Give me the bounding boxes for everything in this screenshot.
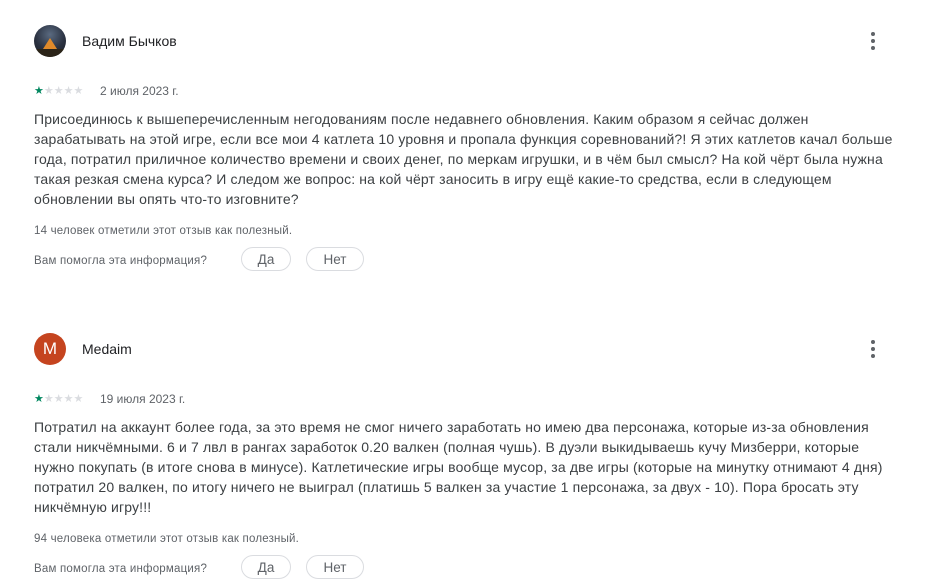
review-author: Вадим Бычков <box>82 33 177 49</box>
star-empty-icon: ★ <box>63 393 74 405</box>
star-rating <box>34 391 83 407</box>
star-filled-icon: ★ <box>34 393 44 405</box>
star-empty-icon: ★ <box>53 393 64 405</box>
more-options-icon[interactable] <box>861 337 885 361</box>
review-author: Medaim <box>82 341 132 357</box>
star-empty-icon: ★ <box>73 393 84 405</box>
review-date: 19 июля 2023 г. <box>100 392 186 406</box>
review-text: Потратил на аккаунт более года, за это время не смог ничего заработать но имею два персонажа, которые из-за обновления стали никчёмными. 6 и 7 лвл в рангах заработок 0.20 валкен (полная чушь). В дуэли выкидываешь кучу Мизберри, которые нужно покупать (в итоге снова в минусе). Катлетические игры вообще мусор, за две игры (которые на минутку отнимают 4 дня) потратил 20 валкен, по итогу ничего не выиграл (платишь 5 валкен за участие 1 персонажа, за двух - 10). Пора бросать эту никчёмную игру!!! <box>34 419 883 515</box>
feedback-row <box>34 247 904 275</box>
avatar <box>34 25 66 57</box>
avatar: M <box>34 333 66 365</box>
star-empty-icon: ★ <box>53 85 64 97</box>
avatar-ground <box>34 49 66 57</box>
review-meta <box>34 83 904 99</box>
helpful-no-button[interactable]: Нет <box>306 247 364 271</box>
star-empty-icon: ★ <box>73 85 84 97</box>
review-header <box>34 333 904 365</box>
helpful-yes-button[interactable]: Да <box>241 247 291 271</box>
helpful-yes-button[interactable]: Да <box>241 555 291 579</box>
helpful-count: 14 человек отметили этот отзыв как полезный. <box>34 225 293 237</box>
star-filled-icon: ★ <box>34 85 44 97</box>
feedback-row <box>34 555 904 583</box>
review-header <box>34 25 904 57</box>
review-card <box>34 333 904 583</box>
helpful-no-button[interactable]: Нет <box>306 555 364 579</box>
review-date: 2 июля 2023 г. <box>100 84 179 98</box>
feedback-question: Вам помогла эта информация? <box>34 255 208 267</box>
review-card <box>34 25 904 275</box>
feedback-question: Вам помогла эта информация? <box>34 563 208 575</box>
star-rating <box>34 83 83 99</box>
star-empty-icon: ★ <box>43 393 54 405</box>
review-meta <box>34 391 904 407</box>
helpful-count: 94 человека отметили этот отзыв как полезный. <box>34 533 300 545</box>
more-options-icon[interactable] <box>861 29 885 53</box>
review-text: Присоединюсь к вышеперечисленным негодованиям после недавнего обновления. Каким образом я сейчас должен зарабатывать на этой игре, если все мои 4 катлета 10 уровня и пропала функция соревнований?! Я этих катлетов качал больше года, потратил приличное количество времени и своих денег, по меркам игрушки, и в чём был смысл? На кой чёрт была нужна такая резкая смена курса? И следом же вопрос: на кой чёрт заносить в игру ещё какие-то средства, если в следующем обновлении вы опять что-то изговните? <box>34 111 893 207</box>
star-empty-icon: ★ <box>43 85 54 97</box>
camping-tent-icon <box>43 38 57 49</box>
star-empty-icon: ★ <box>63 85 74 97</box>
